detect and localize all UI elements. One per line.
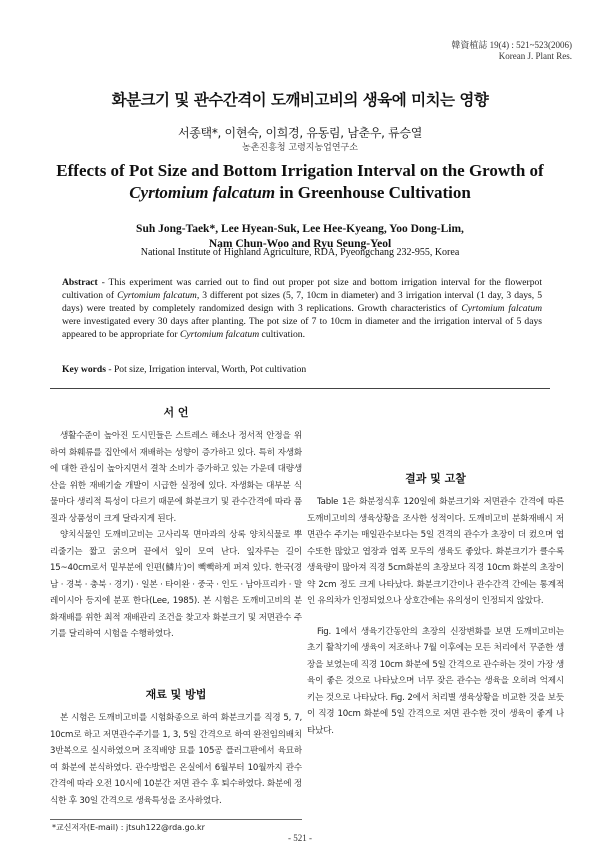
footnote-divider <box>50 819 302 820</box>
intro-paragraph-2: 양치식물인 도깨비고비는 고사리목 면마과의 상록 양치식물로 뿌리줄기는 짧고 굵으며 끝에서 잎이 모여 난다. 잎자루는 길이 15~40cm로서 밑부분에 인편(鱗片)이 빽빽하게 퍼져 있다. 한국(경남 · 경북 · 충북 · 경기) · 일본 · 타이완 · 중국 · 인도 · 남아프리카 · 말레이시아 등지에 분포 한다(Lee, 1985). 본 시험은 도깨비고비의 분화재배를 위한 최적 재배관리 조건을 찾고자 화분크기 및 저면관수 주기를 달리하여 시험을 수행하였다. <box>50 530 302 639</box>
korean-affiliation: 농촌진흥청 고령지농업연구소 <box>242 143 358 153</box>
journal-reference <box>451 40 572 62</box>
keywords-label: Key words <box>62 364 106 375</box>
english-title <box>40 160 560 204</box>
methods-body <box>50 710 302 816</box>
results-body <box>307 494 564 824</box>
results-paragraph-1: Table 1은 화분정식후 120일에 화분크기와 저면관수 간격에 따른 도깨비고비의 생육상황을 조사한 성적이다. 도깨비고비 분화재배시 저면관수 주기는 매일관수보다는 5일 견격의 관수가 초장이 더 컸으며 엽수또한 많았고 엽장과 엽폭 모두의 생육도 좋았다. 화분크기가 클수록 생육량이 많아져 직경 5cm화분의 초장보다 직경 10cm 화분의 초장이 약 2cm 정도 크게 나타났다. 화분크기간이나 관수간격 간에는 통계적인 유의차가 인정되었으나 상호간에는 유의성이 인정되지 않았다. <box>307 497 564 606</box>
abstract-text-2: 3 different pot sizes (5, 7, 10cm in diameter) and 3 irrigation interval (1 day, 3 days, 5 days) were treated by completely randomized design with 3 replications. Growth characteristics of <box>62 290 543 314</box>
english-title-line2-rest: in Greenhouse Cultivation <box>275 183 471 202</box>
results-paragraph-2: Fig. 1에서 생육기간동안의 초장의 신장변화를 보면 도깨비고비는 초기 활착기에 생육이 저조하나 7월 이후에는 모든 처리에서 꾸준한 생장을 보였는데 직경 10cm 화분에 5일 간격으로 관수하는 것이 가장 생육이 좋은 것으로 나타났으며 너무 잦은 관수는 생육을 오히려 억제시키는 것으로 나타났다. Fig. 2에서 처리별 생육상황을 비교한 것을 보듯이 직경 10cm 화분에 5일 간격으로 저면 관수한 것이 생육이 좋게 나타났다. <box>307 626 564 736</box>
keywords <box>62 364 542 375</box>
journal-name: Korean J. Plant Res. <box>498 51 572 61</box>
abstract-species-3: Cyrtomium falcatum <box>180 329 260 340</box>
abstract-text-4: cultivation. <box>259 329 305 340</box>
abstract-species-1: Cyrtomium falcatum, <box>117 290 200 301</box>
page-number: - 521 - <box>288 833 312 843</box>
abstract-text-3: were investigated every 30 days after planting. The pot size of 7 to 10cm in diameter and the irrigation interval of 5 days appeared to be appropriate for <box>62 316 542 340</box>
intro-body <box>50 428 302 676</box>
korean-authors: 서종택*, 이현숙, 이희경, 유동림, 남춘우, 류승열 <box>177 126 423 140</box>
english-title-line2 <box>40 182 560 204</box>
korean-title: 화분크기 및 관수간격이 도깨비고비의 생육에 미치는 영향 <box>111 91 489 109</box>
intro-paragraph-1: 생활수준이 높아진 도시민들은 스트레스 해소나 정서적 안정을 위하여 화훼류를 집안에서 재배하는 성향이 증가하고 있다. 특히 자생화에 대한 관심이 높아지면서 결착 소비가 증가하고 있는 가운데 대량생산을 위한 재배기술 개발이 시급한 실정에 있다. 자생화는 대부분 식물마다 생리적 특성이 다르기 때문에 화분크기 및 관수간격에 따라 품질과 상품성이 크게 달라지게 된다. <box>50 431 302 524</box>
abstract-species-2: Cyrtomium falcatum <box>461 303 542 314</box>
english-title-line1: Effects of Pot Size and Bottom Irrigation Interval on the Growth of <box>56 161 544 180</box>
english-affiliation: National Institute of Highland Agriculture, RDA, Pyeongchang 232-955, Korea <box>140 247 460 258</box>
abstract-label: Abstract <box>62 277 98 288</box>
intro-heading: 서 언 <box>163 406 189 419</box>
methods-paragraph-1: 본 시험은 도깨비고비를 시험화종으로 하여 화분크기를 직경 5, 7, 10cm로 하고 저면관수주기를 1, 3, 5일 간격으로 하여 완전임의배치 3반복으로 실시하였으며 조직배양 묘를 105공 플러그판에서 육묘하여 화분에 분식하였다. 관수방법은 온실에서 6월부터 10월까지 관수간격에 따라 오전 10시에 10분간 저면 관수 후 퇴수하였다. 화분에 정식한 후 30일 간격으로 생육특성을 조사하였다. <box>50 713 302 806</box>
journal-volume: 韓資植誌 19(4) : 521~523(2006) <box>451 40 572 50</box>
english-authors-line2: Nam Chun-Woo and Ryu Seung-Yeol <box>208 238 392 250</box>
results-heading: 결과 및 고찰 <box>405 472 466 485</box>
english-authors-line1: Suh Jong-Taek*, Lee Hyean-Suk, Lee Hee-Kyeang, Yoo Dong-Lim, <box>136 223 464 235</box>
corresponding-author-footnote: *교신저자(E-mail) : jtsuh122@rda.go.kr <box>52 823 205 832</box>
section-divider <box>50 388 550 389</box>
abstract-text-1: - This experiment was carried out to find out proper pot size and bottom irrigation interval for the flowerpot cultivation of <box>62 277 542 301</box>
keywords-text: - Pot size, Irrigation interval, Worth, Pot cultivation <box>105 364 307 375</box>
species-name: Cyrtomium falcatum <box>129 183 276 202</box>
abstract <box>62 276 542 341</box>
methods-heading: 재료 및 방법 <box>145 688 207 701</box>
